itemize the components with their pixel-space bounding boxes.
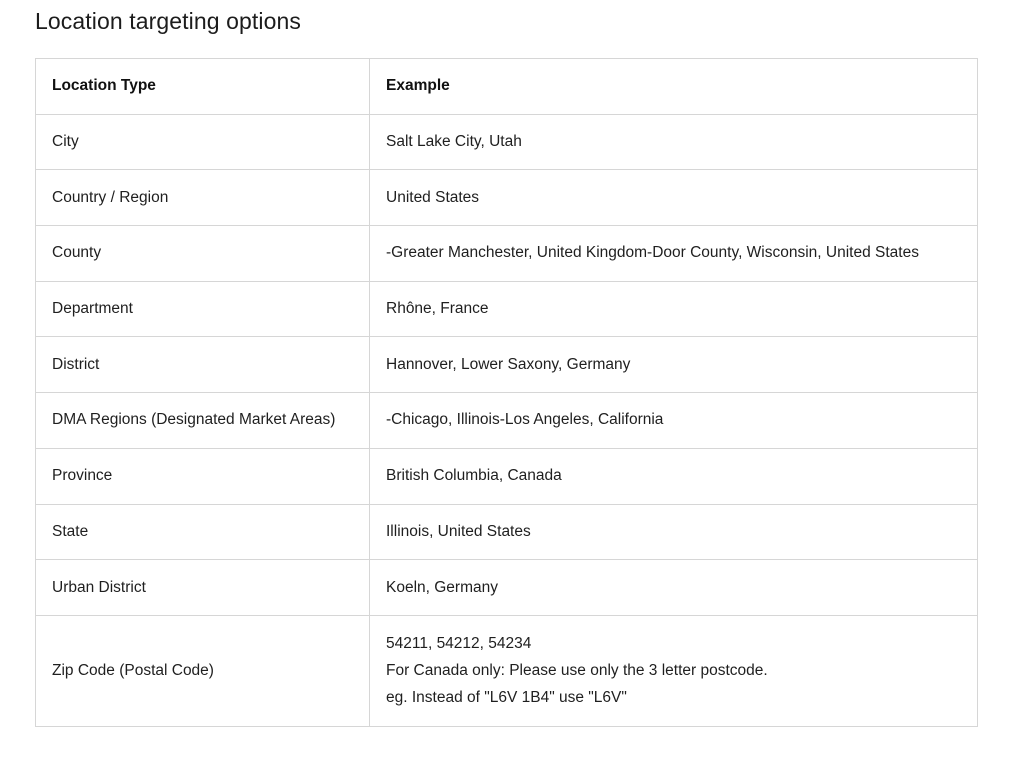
location-type-cell: City	[36, 114, 370, 170]
location-type-cell: Urban District	[36, 560, 370, 616]
header-location-type: Location Type	[36, 59, 370, 115]
example-cell: British Columbia, Canada	[370, 448, 978, 504]
location-type-cell: District	[36, 337, 370, 393]
example-line: For Canada only: Please use only the 3 letter postcode.	[386, 662, 768, 680]
example-cell: Salt Lake City, Utah	[370, 114, 978, 170]
table-row	[36, 615, 978, 726]
table-row	[36, 448, 978, 504]
example-cell: Illinois, United States	[370, 504, 978, 560]
table-header-row	[36, 59, 978, 115]
page-title: Location targeting options	[35, 8, 302, 34]
location-type-cell: County	[36, 226, 370, 282]
header-example: Example	[370, 59, 978, 115]
table-row	[36, 504, 978, 560]
example-line: 54211, 54212, 54234	[386, 635, 532, 653]
location-type-cell: DMA Regions (Designated Market Areas)	[36, 393, 370, 449]
table-row	[36, 560, 978, 616]
table-row	[36, 281, 978, 337]
location-targeting-table	[35, 58, 978, 727]
example-cell	[370, 615, 978, 726]
location-type-cell: Department	[36, 281, 370, 337]
table-row	[36, 393, 978, 449]
example-cell: Koeln, Germany	[370, 560, 978, 616]
example-cell: -Chicago, Illinois-Los Angeles, California	[370, 393, 978, 449]
table-row	[36, 114, 978, 170]
example-cell: United States	[370, 170, 978, 226]
example-cell: Rhône, France	[370, 281, 978, 337]
example-line: eg. Instead of "L6V 1B4" use "L6V"	[386, 689, 627, 707]
location-type-cell: Country / Region	[36, 170, 370, 226]
example-cell: -Greater Manchester, United Kingdom-Door County, Wisconsin, United States	[370, 226, 978, 282]
location-type-cell: State	[36, 504, 370, 560]
table-row	[36, 170, 978, 226]
table-row	[36, 337, 978, 393]
table-row	[36, 226, 978, 282]
location-type-cell: Province	[36, 448, 370, 504]
location-type-cell: Zip Code (Postal Code)	[36, 615, 370, 726]
example-cell: Hannover, Lower Saxony, Germany	[370, 337, 978, 393]
